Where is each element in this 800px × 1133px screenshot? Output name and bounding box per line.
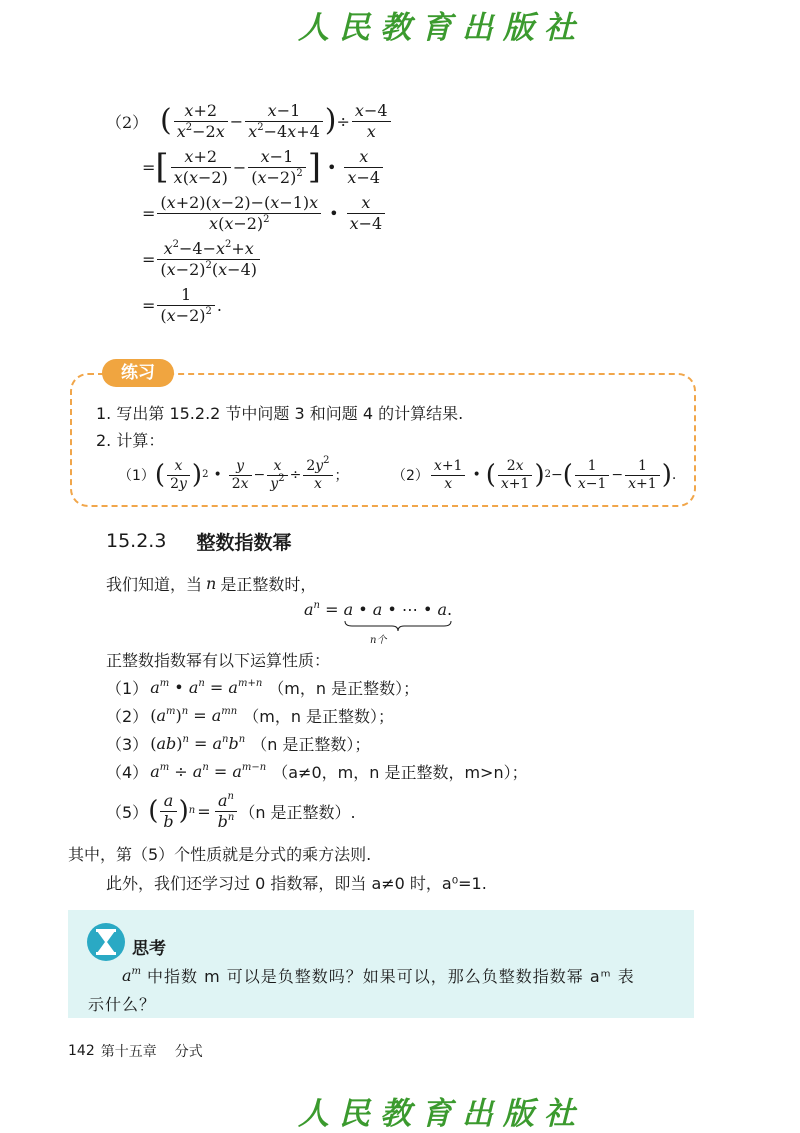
page-number: 142 xyxy=(68,1043,95,1059)
section-title: 整数指数幂 xyxy=(196,531,292,554)
chapter-label: 第十五章 xyxy=(100,1044,157,1060)
property-5: （5） ( $\frac{a}{b}$ ) n = $\frac{a^n}{b^n}$ （n 是正整数）. xyxy=(106,790,356,831)
property-4-label: （4） xyxy=(106,762,149,782)
chapter-title: 分式 xyxy=(174,1044,203,1060)
section-number: 15.2.3 xyxy=(106,530,167,552)
exercise-problem-2: （2） $\frac{x+1}{x}$ • ( $\frac{2x}{x+1}$ ) 2 − ( $\frac{1}{x-1}$ − $\frac{1}{x+1}$ ) . xyxy=(392,457,677,492)
property-1-label: （1） xyxy=(106,678,149,698)
solution-label: （2） xyxy=(106,112,149,132)
property-5-label: （5） xyxy=(106,802,149,822)
think-line-2: 示什么？ xyxy=(88,995,157,1014)
section-heading xyxy=(106,528,291,554)
think-title: 思考 xyxy=(132,939,166,959)
property-3: （3） $(ab)^n = a^nb^n$ （n 是正整数）； xyxy=(106,733,371,754)
think-line-1: $a^m$ 中指数 m 可以是负整数吗？如果可以，那么负整数指数幂 aᵐ 表 xyxy=(122,966,635,986)
solution-line-2: = [ $\frac{x+2}{x(x-2)}$ − $\frac{x-1}{(x-2)^2}$ ] • $\frac{x}{x-4}$ xyxy=(142,144,393,190)
publisher-logo-top: 人民教育出版社 xyxy=(298,10,585,46)
solution-line-4: = $\frac{x^2-4-x^2+x}{(x-2)^2(x-4)}$ xyxy=(142,236,393,282)
property-2-label: （2） xyxy=(106,706,149,726)
think-text-1: 中指数 m 可以是负整数吗？如果可以，那么负整数指数幂 aᵐ 表 xyxy=(147,967,635,986)
hourglass-icon xyxy=(86,922,126,966)
solution-line-5: = $\frac{1}{(x-2)^2}$ . xyxy=(142,284,222,325)
solution-line-3: = $\frac{(x+2)(x-2)-(x-1)x}{x(x-2)^2}$ • $\frac{x}{x-4}$ xyxy=(142,190,393,236)
solution-block xyxy=(106,98,393,328)
exercise-sub-label-2: （2） xyxy=(392,468,429,484)
power-definition: $a^n = a$ • a • ⋯ • a . xyxy=(304,600,452,619)
publisher-logo-bottom: 人民教育出版社 xyxy=(298,1096,585,1132)
intro-line: 我们知道，当 n 是正整数时， xyxy=(106,574,317,594)
property-4: （4） $a^m \div a^n = a^{m-n}$ （a≠0，m，n 是正整数，m>n）； xyxy=(106,761,528,782)
property-1-note: （m，n 是正整数）； xyxy=(268,678,420,698)
property-4-note: （a≠0，m，n 是正整数，m>n）； xyxy=(272,762,528,782)
exercise-item-1: 1. 写出第 15.2.2 节中问题 3 和问题 4 的计算结果. xyxy=(96,404,464,423)
solution-line-1: （2） ( $\frac{x+2}{x^2-2x}$ − $\frac{x-1}{x^2-4x+4}$ ) ÷ $\frac{x-4}{x}$ xyxy=(106,98,393,144)
intro-text-a: 我们知道，当 xyxy=(106,575,203,594)
underbrace-icon xyxy=(344,620,452,632)
remark-line: 其中，第（5）个性质就是分式的乘方法则. xyxy=(68,845,372,864)
exercise-title: 练习 xyxy=(102,359,174,387)
zero-power-line: 此外，我们还学习过 0 指数幂，即当 a≠0 时，a⁰=1. xyxy=(106,874,487,893)
property-5-note: （n 是正整数）. xyxy=(239,802,356,822)
exercise-item-2: 2. 计算： xyxy=(96,431,165,450)
property-2: （2） $(a^m)^n = a^{mn}$ （m，n 是正整数）； xyxy=(106,705,395,726)
properties-intro: 正整数指数幂有以下运算性质： xyxy=(106,651,331,670)
exercise-problem-1: （1） ( $\frac{x}{2y}$ ) 2 • $\frac{y}{2x}$ − $\frac{x}{y^2}$ ÷ $\frac{2y^2}{x}$ ； xyxy=(118,454,349,492)
property-2-note: （m，n 是正整数）； xyxy=(243,706,395,726)
page-footer xyxy=(68,1041,203,1061)
exercise-sub-label-1: （1） xyxy=(118,468,155,484)
property-3-label: （3） xyxy=(106,734,149,754)
property-1: （1） $a^m$ • $a^n = a^{m+n}$ （m，n 是正整数）； xyxy=(106,677,420,698)
intro-text-b: 是正整数时， xyxy=(220,575,317,594)
property-3-note: （n 是正整数）； xyxy=(251,734,371,754)
underbrace-label: n个 xyxy=(370,635,387,646)
